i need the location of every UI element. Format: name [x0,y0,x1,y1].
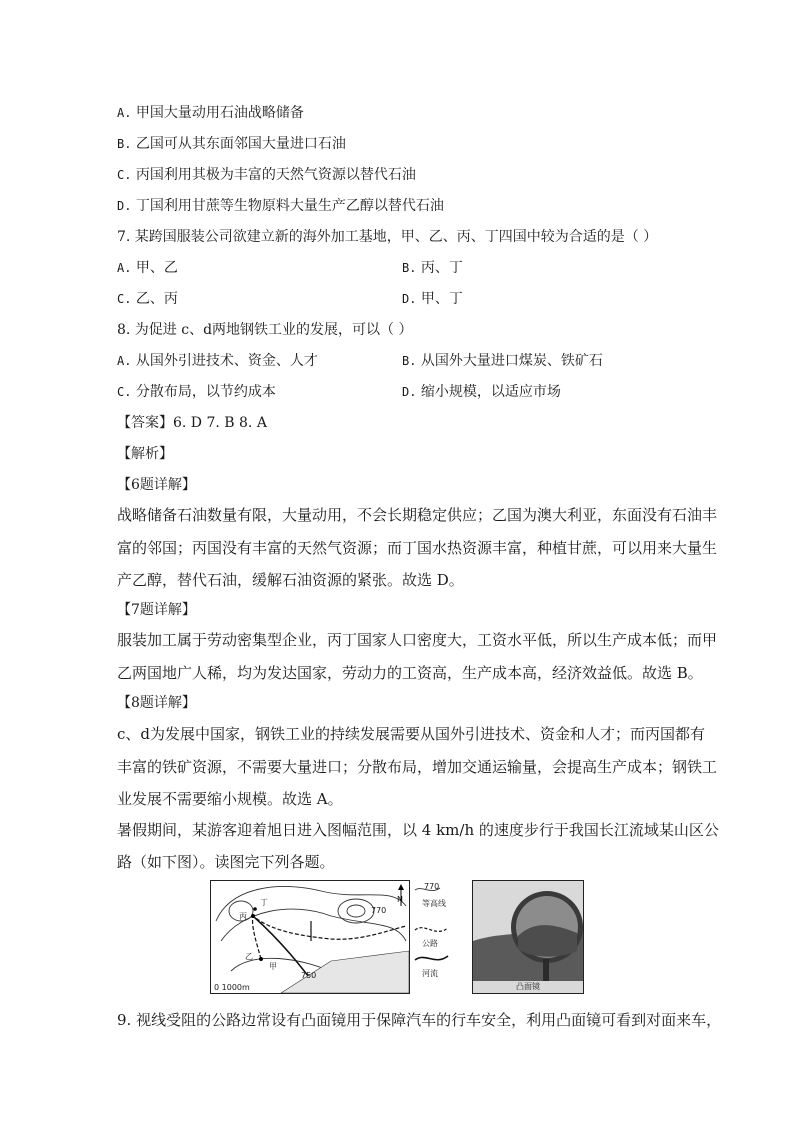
label-750: 750 [301,971,317,980]
q7-option-d: D. 甲、丁 [402,291,463,307]
intro-line: 暑假期间，某游客迎着旭日进入图幅范围，以 4 km/h 的速度步行于我国长江流域某山区公 [117,821,719,839]
q6-option-d: D. 丁国利用甘蔗等生物原料大量生产乙醇以替代石油 [117,198,444,214]
q6-option-c: C. 丙国利用其极为丰富的天然气资源以替代石油 [117,167,416,183]
legend-river: 河流 [422,969,438,978]
legend-road: 公路 [422,939,438,948]
detail-7-line: 乙两国地广人稀，均为发达国家，劳动力的工资高，生产成本高，经济效益低。故选 B。 [117,664,703,682]
q8-option-a: A. 从国外引进技术、资金、人才 [117,353,318,369]
q8-option-c: C. 分散布局，以节约成本 [117,384,276,400]
label-bing: 丙 [239,912,247,921]
detail-8-heading: 【8题详解】 [117,695,196,711]
detail-7-line: 服装加工属于劳动密集型企业，丙丁国家人口密度大，工资水平低，所以生产成本低；而甲 [117,631,718,649]
q6-option-a: A. 甲国大量动用石油战略储备 [117,105,304,121]
q7-option-c: C. 乙、丙 [117,291,178,307]
intro-line: 路（如下图）。读图完下列各题。 [117,853,335,871]
legend-contour: 等高线 [422,899,446,908]
figure [210,880,584,994]
label-770: 770 [371,906,387,915]
north-label: N [397,895,403,904]
q7-stem: 7. 某跨国服装公司欲建立新的海外加工基地，甲、乙、丙、丁四国中较为合适的是（ ） [117,229,658,245]
label-yi: 乙 [245,952,253,961]
q7-option-b: B. 丙、丁 [402,260,463,276]
convex-mirror-photo [472,880,584,994]
detail-6-line: 产乙醇，替代石油，缓解石油资源的紧张。故选 D。 [117,571,464,589]
detail-7-heading: 【7题详解】 [117,602,196,618]
scale-label: 0 1000m [214,983,250,992]
topographic-map [210,880,410,994]
detail-6-heading: 【6题详解】 [117,477,196,493]
q8-option-d: D. 缩小规模，以适应市场 [402,384,561,400]
detail-8-line: c、d为发展中国家，钢铁工业的持续发展需要从国外引进技术、资金和人才；而丙国都有 [117,725,706,743]
mirror-illustration [473,881,583,993]
q8-option-b: B. 从国外大量进口煤炭、铁矿石 [402,353,603,369]
q7-option-a: A. 甲、乙 [117,260,178,276]
q8-stem: 8. 为促进 c、d两地钢铁工业的发展，可以（ ） [117,322,413,338]
answer-line: 【答案】6. D 7. B 8. A [117,415,267,431]
analysis-heading: 【解析】 [117,446,173,462]
detail-6-line: 富的邻国；丙国没有丰富的天然气资源；而丁国水热资源丰富，种植甘蔗，可以用来大量生 [117,539,718,557]
legend [410,880,470,992]
label-jia: 甲 [269,962,277,971]
label-ding: 丁 [260,898,268,907]
detail-6-line: 战略储备石油数量有限，大量动用，不会长期稳定供应；乙国为澳大利亚，东面没有石油丰 [117,506,718,524]
photo-caption: 凸面镜 [516,982,540,991]
detail-8-line: 业发展不需要缩小规模。故选 A。 [117,790,343,808]
legend-symbols [410,880,470,992]
detail-8-line: 丰富的铁矿资源，不需要大量进口；分散布局，增加交通运输量，会提高生产成本；钢铁工 [117,758,718,776]
q9-line: 9. 视线受阻的公路边常设有凸面镜用于保障汽车的行车安全，利用凸面镜可看到对面来车， [117,1011,722,1029]
legend-contour-value: 770 [424,882,440,891]
q6-option-b: B. 乙国可从其东面邻国大量进口石油 [117,136,346,152]
